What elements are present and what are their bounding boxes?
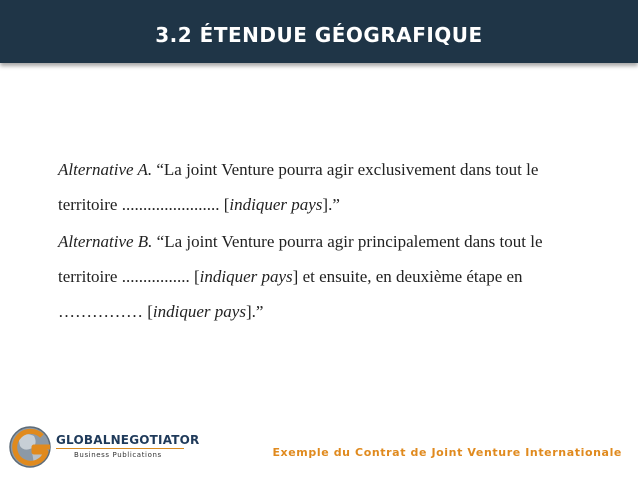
logo-wordmark: GLOBALNEGOTIATOR <box>56 433 200 447</box>
footer-caption: Exemple du Contrat de Joint Venture Internationale <box>272 446 622 459</box>
title-bar <box>0 0 638 63</box>
paragraph-alternative-a <box>58 152 598 222</box>
alternative-a-text: “La joint Venture pourra agir exclusivement dans tout le territoire ....................... [ <box>58 160 539 214</box>
alternative-a-label: Alternative A. <box>58 160 153 179</box>
logo-subtitle: Business Publications <box>74 451 162 459</box>
page-title: 3.2 ÉTENDUE GÉOGRAFIQUE <box>155 23 483 47</box>
globe-g-icon <box>8 422 54 472</box>
placeholder-country: indiquer pays <box>199 267 293 286</box>
alternative-a-end: ].” <box>322 195 340 214</box>
alternative-b-text: “La joint Venture pourra agir principalement dans tout le territoire ................ [ <box>58 232 543 286</box>
logo-divider <box>56 448 184 449</box>
globalnegotiator-logo <box>8 422 208 472</box>
alternative-b-label: Alternative B. <box>58 232 153 251</box>
content-area <box>58 152 598 329</box>
placeholder-country: indiquer pays <box>152 302 246 321</box>
alternative-b-middle: ] et ensuite, en deuxième étape en …………… [ <box>58 267 523 321</box>
placeholder-country: indiquer pays <box>229 195 323 214</box>
alternative-b-end: ].” <box>245 302 264 321</box>
paragraph-alternative-b <box>58 224 598 329</box>
